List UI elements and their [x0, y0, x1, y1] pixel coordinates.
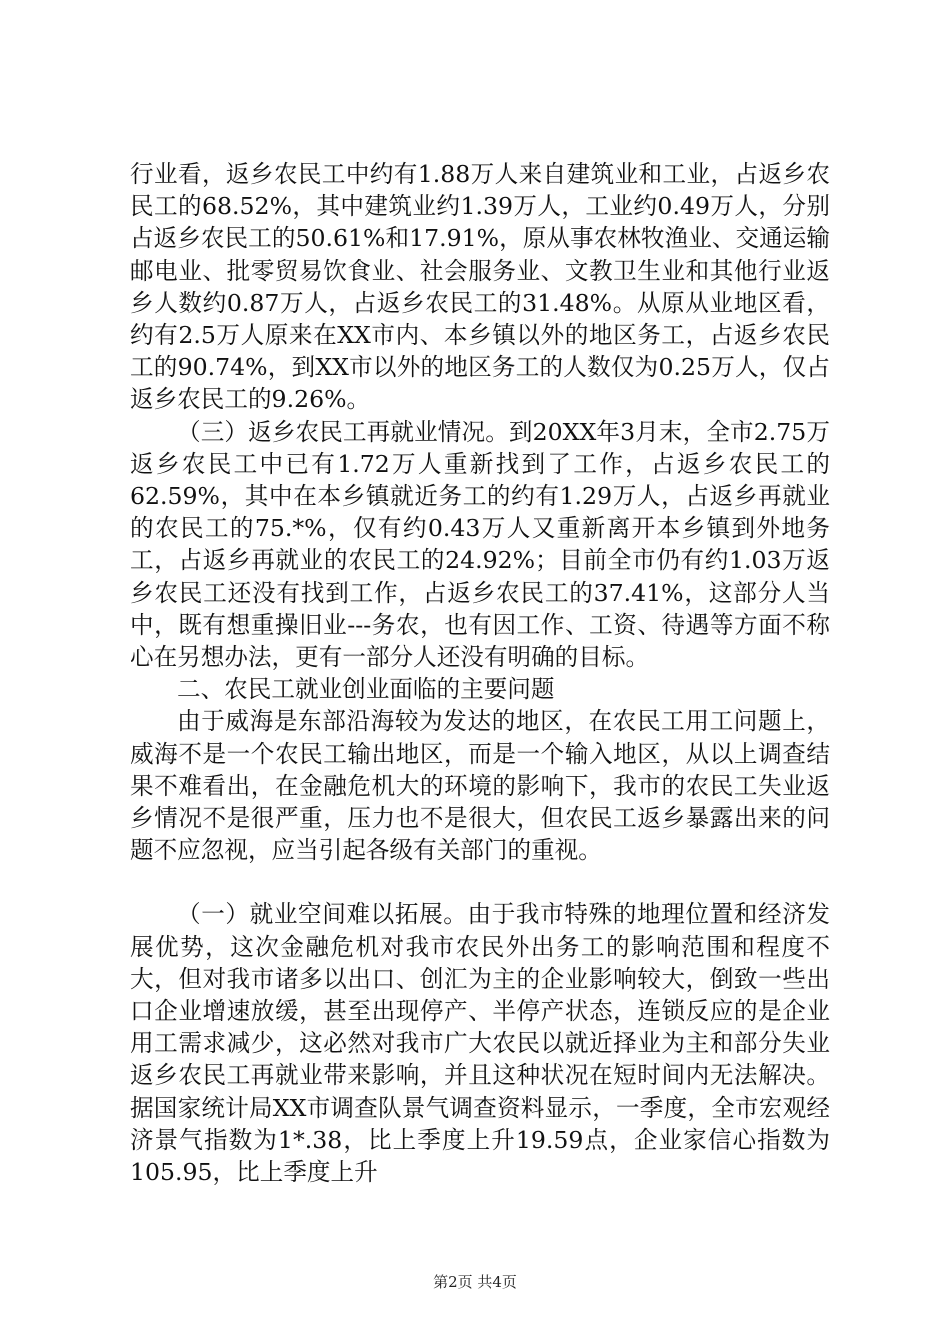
paragraph-weihai-overview: 由于威海是东部沿海较为发达的地区，在农民工用工问题上，威海不是一个农民工输出地区，而是一个输入地区，从以上调查结果不难看出，在金融危机大的环境的影响下，我市的农民工失业返乡情况不是很严重，压力也不是很大，但农民工返乡暴露出来的问题不应忽视，应当引起各级有关部门的重视。 [130, 707, 830, 865]
paragraph-reemployment: （三）返乡农民工再就业情况。到20XX年3月末，全市2.75万返乡农民工中已有1.72万人重新找到了工作，占返乡农民工的62.59%，其中在本乡镇就近务工的约有1.29万人，占返乡再就业的农民工的75.*%，仅有约0.43万人又重新离开本乡镇到外地务工，占返乡再就业的农民工的24.92%；目前全市仍有约1.03万返乡农民工还没有找到工作，占返乡农民工的37.41%，这部分人当中，既有想重操旧业---务农，也有因工作、工资、待遇等方面不称心在另想办法，更有一部分人还没有明确的目标。 [130, 417, 830, 672]
document-body [130, 158, 830, 1188]
paragraph-gap [130, 866, 830, 898]
paragraph-return-by-industry: 行业看，返乡农民工中约有1.88万人来自建筑业和工业，占返乡农民工的68.52%，其中建筑业约1.39万人，工业约0.49万人，分别占返乡农民工的50.61%和17.91%，原从事农林牧渔业、交通运输邮电业、批零贸易饮食业、社会服务业、文教卫生业和其他行业返乡人数约0.87万人，占返乡农民工的31.48%。从原从业地区看，约有2.5万人原来在XX市内、本乡镇以外的地区务工，占返乡农民工的90.74%，到XX市以外的地区务工的人数仅为0.25万人，仅占返乡农民工的9.26%。 [130, 160, 830, 414]
page-footer: 第2页 共4页 [433, 1273, 517, 1291]
paragraph-employment-space: （一）就业空间难以拓展。由于我市特殊的地理位置和经济发展优势，这次金融危机对我市农民外出务工的影响范围和程度不大，但对我市诸多以出口、创汇为主的企业影响较大，倒致一些出口企业增速放缓，甚至出现停产、半停产状态，连锁反应的是企业用工需求减少，这必然对我市广大农民以就近择业为主和部分失业返乡农民工再就业带来影响，并且这种状况在短时间内无法解决。据国家统计局XX市调查队景气调查资料显示，一季度，全市宏观经济景气指数为1*.38，比上季度上升19.59点，企业家信心指数为105.95，比上季度上升 [130, 900, 830, 1187]
section-heading-main-problems: 二、农民工就业创业面临的主要问题 [177, 675, 555, 704]
